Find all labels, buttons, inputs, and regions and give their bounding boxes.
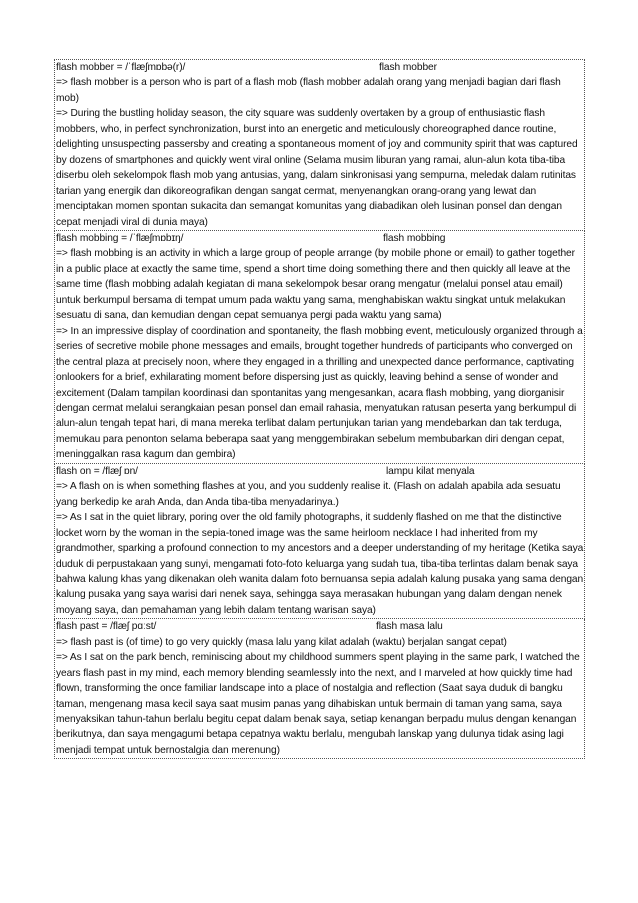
entry-header [56, 60, 584, 75]
translation: flash mobber [379, 62, 437, 73]
headword: flash past = /flæʃ pɑːst/ [56, 621, 157, 633]
definition: => flash mobber is a person who is part of a flash mob (flash mobber adalah orang yang menjadi bagian dari flash mob) [56, 77, 561, 104]
example: => As I sat on the park bench, reminiscing about my childhood summers spent playing in the same park, I watched the years flash past in my mind, each memory blending seamlessly into the next, and I marveled at how quickly time had flown, transforming the once familiar landscape into a place of nostalgia and reflection (Saat saya duduk di bangku taman, mengenang masa kecil saya saat musim panas yang dihabiskan untuk bermain di taman yang sama, saya menyaksikan tahun-tahun berlalu begitu cepat dalam benak saya, setiap kenangan berpadu mulus dengan kenangan berikutnya, dan saya mengagumi betapa cepatnya waktu berlalu, mengubah lanskap yang dulunya tidak asing lagi menjadi tempat untuk bernostalgia dan merenung) [56, 652, 580, 756]
headword: flash on = /flæʃ ɒn/ [56, 465, 138, 477]
headword: flash mobbing = /ˈflæʃmɒbɪŋ/ [56, 232, 184, 244]
example: => In an impressive display of coordination and spontaneity, the flash mobbing event, meticulously organized through a series of secretive mobile phone messages and emails, brought together hundreds of participants who converged on the central plaza at precisely noon, where they engaged in a thrilling and unexpected dance performance, captivating onlookers for a brief, exhilarating moment before dispersing just as quickly, leaving behind a sense of wonder and excitement (Dalam tampilan koordinasi dan spontanitas yang mengesankan, acara flash mobbing, yang diorganisir dengan cermat melalui serangkaian pesan ponsel dan email rahasia, menyatukan ratusan peserta yang berkumpul di alun-alun tengah tepat hari, di mana mereka terlibat dalam pertunjukan tarian yang mendebarkan dan tak terduga, memukau para penonton selama beberapa saat yang menggembirakan sebelum membubarkan diri dengan cepat, meninggalkan rasa kagum dan gembira) [56, 325, 583, 461]
entry-flash-mobbing [54, 231, 585, 464]
translation: lampu kilat menyala [386, 465, 475, 477]
entry-header [56, 464, 584, 479]
definition: => flash mobbing is an activity in which a large group of people arrange (by mobile phone or email) to gather together in a public place at exactly the same time, spend a short time doing something there and then quickly all leave at the same time (flash mobbing adalah kegiatan di mana sekelompok besar orang mengatur (melalui ponsel atau email) untuk berkumpul bersama di tempat umum pada waktu yang sama, menghabiskan waktu singkat untuk melakukan sesuatu di sana, dan kemudian dengan cepat semuanya pergi pada waktu yang sama) [56, 248, 575, 322]
definition: => A flash on is when something flashes at you, and you suddenly realise it. (Flash on adalah apabila ada sesuatu yang berkedip ke arah Anda, dan Anda tiba-tiba menyadarinya.) [56, 481, 561, 508]
entry-flash-mobber [54, 59, 585, 231]
headword: flash mobber = /ˈflæʃmɒbə(r)/ [56, 62, 186, 73]
example: => As I sat in the quiet library, poring over the old family photographs, it suddenly flashed on me that the distinctive locket worn by the woman in the sepia-toned image was the same heirloom necklace I had inherited from my grandmother, sparking a profound connection to my ancestors and a deeper understanding of my heritage (Ketika saya duduk di perpustakaan yang sunyi, mengamati foto-foto keluarga yang sudah tua, tiba-tiba terlintas dalam benak saya bahwa kalung khas yang dikenakan oleh wanita dalam foto bernuansa sepia adalah kalung pusaka yang sama dengan kalung pusaka yang saya warisi dari nenek saya, sehingga saya merasakan hubungan yang dalam dengan nenek moyang saya, dan pemahaman yang lebih dalam tentang warisan saya) [56, 512, 584, 616]
entry-header [56, 619, 584, 634]
entry-flash-on [54, 464, 585, 620]
entry-header [56, 231, 584, 246]
definition: => flash past is (of time) to go very quickly (masa lalu yang kilat adalah (waktu) berjalan sangat cepat) [56, 636, 507, 648]
entry-flash-past [54, 619, 585, 759]
translation: flash masa lalu [376, 621, 443, 633]
example: => During the bustling holiday season, the city square was suddenly overtaken by a group of enthusiastic flash mobbers, who, in perfect synchronization, burst into an energetic and meticulously choreographed dance routine, delighting unsuspecting passersby and creating a spontaneous moment of joy and community spirit that was captured by dozens of smartphones and quickly went viral online (Selama musim liburan yang ramai, alun-alun kota tiba-tiba diserbu oleh sekelompok flash mob yang antusias, yang, dalam sinkronisasi yang sempurna, meledak dalam rutinitas tarian yang energik dan dikoreografikan dengan sangat cermat, menyenangkan orang-orang yang lewat dan menciptakan momen spontan sukacita dan semangat komunitas yang diabadikan oleh lusinan ponsel dan dengan cepat menjadi viral di dunia maya) [56, 108, 578, 228]
dictionary-page [54, 59, 585, 759]
translation: flash mobbing [383, 232, 446, 244]
